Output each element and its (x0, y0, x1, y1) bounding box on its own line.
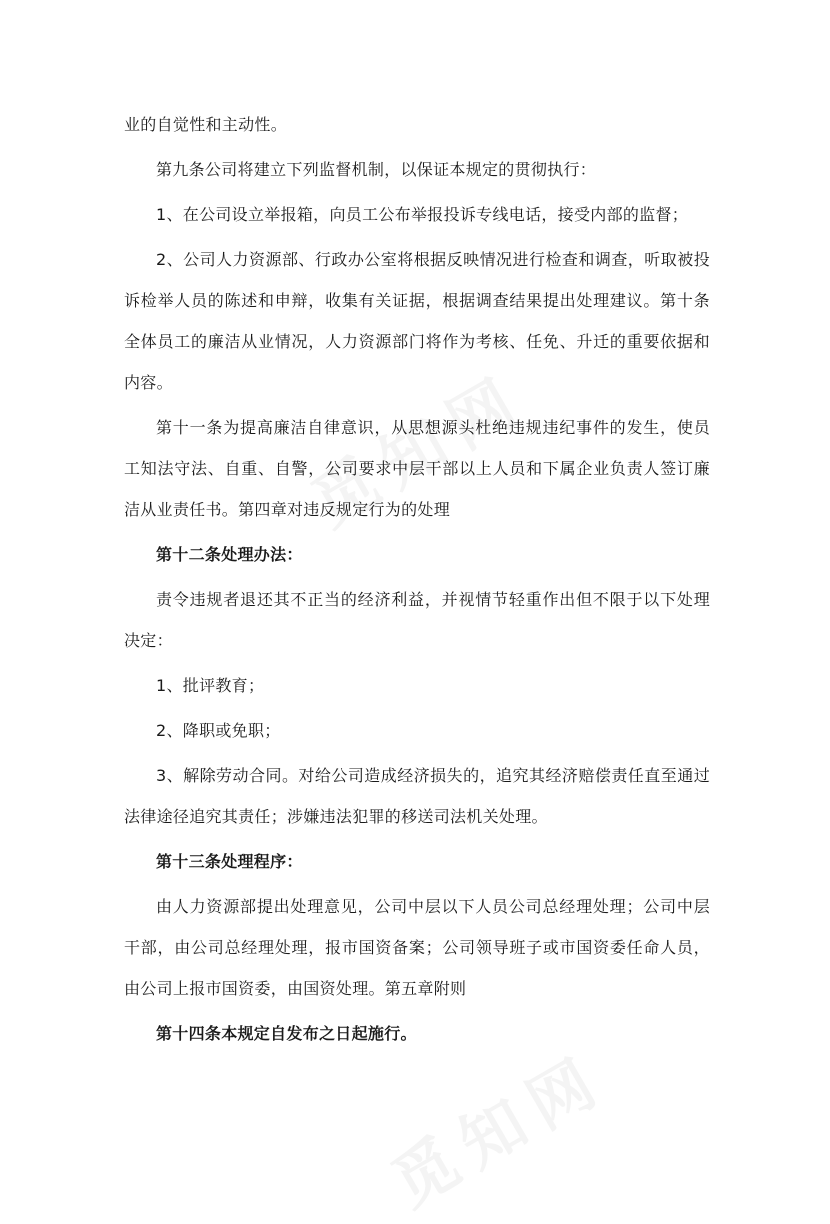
list-item-demotion: 2、降职或免职； (156, 721, 281, 740)
article-12-heading: 第十二条处理办法： (156, 545, 303, 564)
list-item-report-box: 1、在公司设立举报箱，向员工公布举报投诉专线电话，接受内部的监督； (156, 205, 689, 224)
list-item-criticism: 1、批评教育； (156, 676, 265, 695)
list-item-termination: 3、解除劳动合同。对给公司造成经济损失的，追究其经济赔偿责任直至通过法律途径追究其责任；涉嫌违法犯罪的移送司法机关处理。 (124, 766, 710, 826)
procedure-paragraph: 由人力资源部提出处理意见，公司中层以下人员公司总经理处理；公司中层干部，由公司总经理处理，报市国资备案；公司领导班子或市国资委任命人员，由公司上报市国资委，由国资处理。第五章附则 (124, 897, 710, 998)
list-item-hr-investigation: 2、公司人力资源部、行政办公室将根据反映情况进行检查和调查，听取被投诉检举人员的陈述和申辩，收集有关证据，根据调查结果提出处理建议。第十条全体员工的廉洁从业情况，人力资源部门将作为考核、任免、升迁的重要依据和内容。 (124, 250, 710, 392)
article-9-paragraph: 第九条公司将建立下列监督机制，以保证本规定的贯彻执行： (156, 160, 597, 179)
handling-decision-paragraph: 责令违规者退还其不正当的经济利益，并视情节轻重作出但不限于以下处理决定： (124, 590, 710, 650)
article-13-heading: 第十三条处理程序： (156, 852, 303, 871)
paragraph-continuation: 业的自觉性和主动性。 (124, 115, 288, 134)
document-body (124, 104, 710, 1058)
article-14-heading: 第十四条本规定自发布之日起施行。 (156, 1024, 417, 1043)
article-11-paragraph: 第十一条为提高廉洁自律意识，从思想源头杜绝违规违纪事件的发生，使员工知法守法、自重、自警，公司要求中层干部以上人员和下属企业负责人签订廉洁从业责任书。第四章对违反规定行为的处理 (124, 418, 710, 519)
